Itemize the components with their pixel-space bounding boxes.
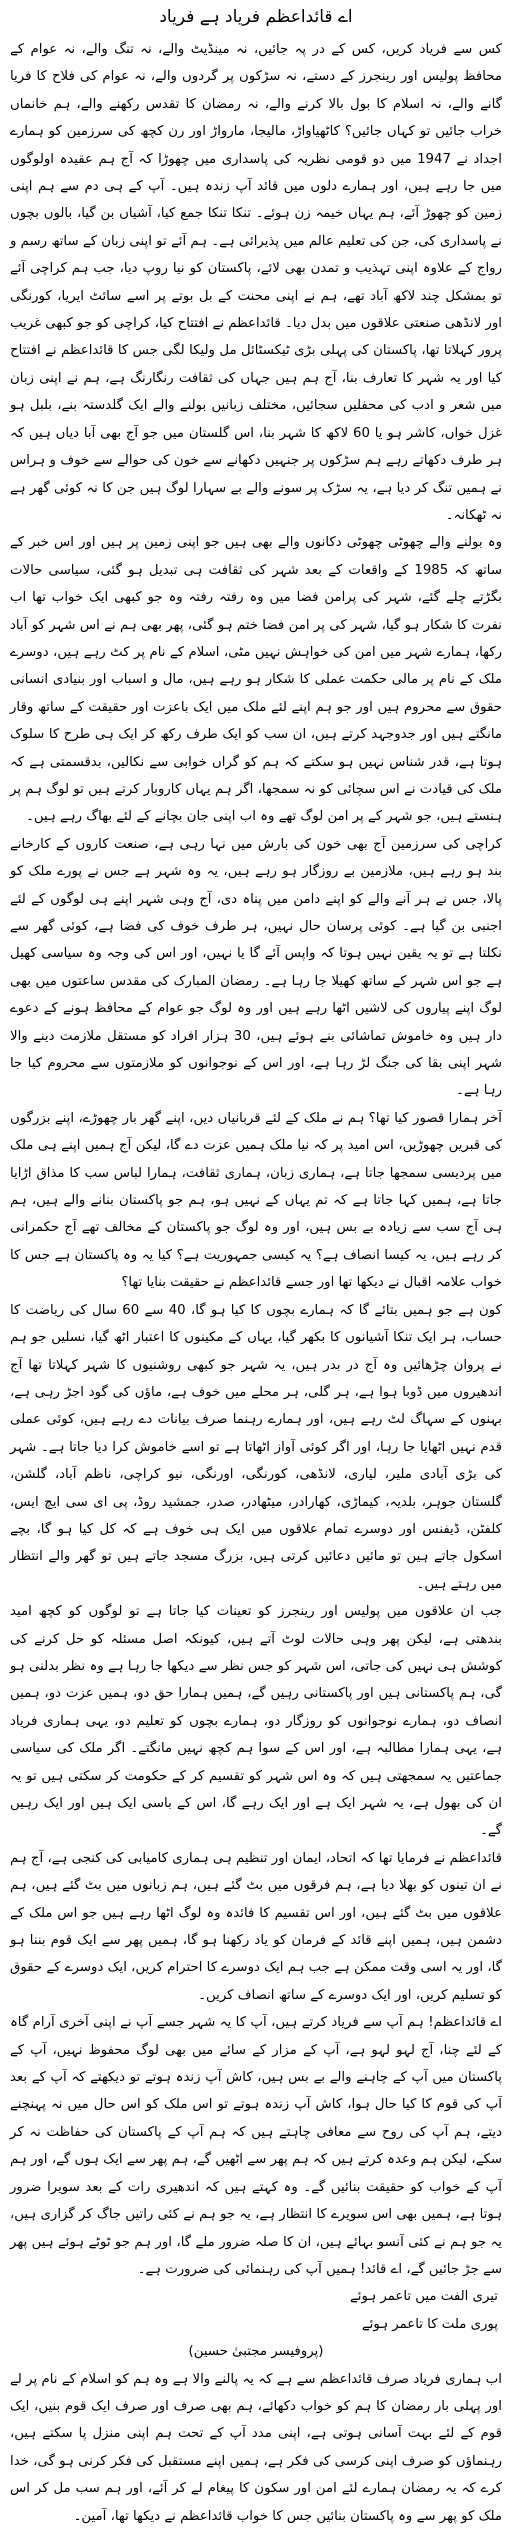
article-paragraph-6: جب ان علاقوں میں پولیس اور رینجرز کو تعینات کیا جاتا ہے تو لوگوں کو کچھ امید بندھتی ہے، لیکن پھر وہی حالات لوٹ آتے ہیں، کیونکہ اصل مسئلہ کو حل کرنے کی کوشش ہی نہیں کی جاتی، اس شہر کو جس نظر سے دیکھا جا رہا ہے وہ نظر بدلنی ہو گی، ہم پاکستانی ہیں اور پاکستانی رہیں گے، ہمیں ہمارا حق دو، ہمیں عزت دو، ہمیں انصاف دو، ہمارے نوجوانوں کو روزگار دو، ہمارے بچوں کو تعلیم دو، یہی ہماری فریاد ہے، یہی ہمارا مطالبہ ہے، اور اس کے سوا ہم کچھ نہیں مانگتے۔ اگر ملک کی سیاسی جماعتیں یہ سمجھتی ہیں کہ وہ اس شہر کو تقسیم کر کے حکومت کر سکتی ہیں تو یہ ان کی بھول ہے، یہ شہر ایک ہے اور ایک رہے گا، اس کے باسی ایک ہیں اور ایک رہیں گے۔ [10, 1604, 502, 1839]
article-paragraph-1: کس سے فریاد کریں، کس کے در پہ جائیں، نہ مینڈیٹ والے، نہ تنگ والے، نہ عوام کے محافظ پولیس اور رینجرز کے دستے، نہ سڑکوں پر گردوں والے، نہ عوام کی فلاح کا فریا گانے والے، نہ اسلام کا بول بالا کرنے والے، نہ رمضان کا تقدس رکھنے والے، ہم خانماں خراب جائیں تو کہاں جائیں؟ کاٹھیاواڑ، مالیجا، مارواڑ اور رن کچھ کی سرزمین کو ہمارے اجداد نے 1947 میں دو قومی نظریہ کی پاسداری میں چھوڑا کہ آج ہم عقیدہ اولوگوں میں جا رہے ہیں، اور ہمارے دلوں میں قائد آپ زندہ ہیں۔ آپ کے ہی دم سے ہم اپنی زمین کو چھوڑ آئے، ہم یہاں خیمہ زن ہوئے۔ تنکا تنکا جمع کیا، آشیاں بن گیا، بالوں بچوں نے پاسداری کی، جن کی تعلیم عالم میں پذیرائی ہے۔ ہم آئے تو اپنی زبان کے ساتھ رسم و رواج کے علاوہ اپنی تہذیب و تمدن بھی لائے، پاکستان کو نیا روپ دیا، جب ہم کراچی آئے تو بمشکل چند لاکھ آباد تھے، ہم نے اپنی محنت کے بل بوتے پر اسے سائٹ ایریا، کورنگی اور لانڈھی صنعتی علاقوں میں بدل دیا۔ قائداعظم نے افتتاح کیا، کراچی کو جو کبھی غریب پرور کہلاتا تھا، پاکستان کی پہلی بڑی ٹیکسٹائل مل ولیکا لگی جس کا قائداعظم نے افتتاح کیا اور یہ شہر کا تعارف بنا، آج ہم ہیں جہاں کی ثقافت رنگارنگ ہے، ہم نے اپنی زبان میں شعر و ادب کی محفلیں سجائیں، مختلف زبانیں بولنے والے ایک گلدستہ بنے، بلبل ہو غزل خواں، کاشر ہو یا 60 لاکھ کا شہر بنا، اس گلستان میں جو آج بھی آبا دیاں ہیں کہ ہر طرف دکھاتے رہے ہم سڑکوں پر جنہیں دکھانے سے خون کی حوالے سے خوف و ہراس نے ہمیں تنگ کر دیا ہے، یہ سڑک پر سونے والے بے سہارا لوگ ہیں جن کا نہ کوئی گھر ہے نہ ٹھکانہ۔ [10, 42, 502, 523]
article-paragraph-4: آخر ہمارا قصور کیا تھا؟ ہم نے ملک کے لئے قربانیاں دیں، اپنے گھر بار چھوڑے، اپنے بزرگوں کی قبریں چھوڑیں، اس امید پر کہ نیا ملک ہمیں عزت دے گا، لیکن آج ہمیں اپنے ہی ملک میں پردیسی سمجھا جاتا ہے، ہماری زبان، ہماری ثقافت، ہمارا لباس سب کا مذاق اڑایا جاتا ہے، ہمیں کہا جاتا ہے کہ تم یہاں کے نہیں ہو، ہم جو پاکستان بنانے والے ہیں، ہم ہی آج سب سے زیادہ بے بس ہیں، اور وہ لوگ جو پاکستان کے مخالف تھے آج حکمرانی کر رہے ہیں، یہ کیسا انصاف ہے؟ یہ کیسی جمہوریت ہے؟ کیا یہ وہ پاکستان ہے جس کا خواب علامہ اقبال نے دیکھا تھا اور جسے قائداعظم نے حقیقت بنایا تھا؟ [10, 1110, 502, 1291]
article-paragraph-2: وہ بولنے والے چھوٹی چھوٹی دکانوں والے بھی ہیں جو اپنی زمین پر ہیں اور اس خبر کے ساتھ کہ 1985 کے واقعات کے بعد شہر کی ثقافت ہی تبدیل ہو گئی، سیاسی حالات بگڑتے چلے گئے، شہر کی پرامن فضا میں وہ رفتہ رفتہ وہ جو کبھی ایک خواب تھا اب نفرت کا شکار ہو گیا، شہر کی پر امن فضا ختم ہو گئی، پھر بھی ہم نے اس شہر کو آباد رکھا، ہمارے شہر میں امن کی خواہش نہیں مٹی، اسلام کے نام پر کٹ رہے ہیں، دوسرے ملک کے نام پر مالی حکمت عملی کا شکار ہو رہے ہیں، مال و اسباب اور بنیادی انسانی حقوق سے محروم ہیں اور جو ہم اپنے لئے ملک میں ایک باعزت اور حقیقت کے ساتھ وقار مانگتے ہیں اور جدوجہد کرتے ہیں، ان سب کو ایک طرف رکھ کر ایک ہی طرح کا سلوک ہوتا ہے، قدر شناس نہیں ہو سکتے کہ ہم کو گراں خوابی سے نکالیں، بدقسمتی ہے کہ ملک کی قیادت نے اس سچائی کو نہ سمجھا، اگر ہم یہاں کاروبار کرتے ہیں تو لوگ ہم پر ہنستے ہیں، جو شہر کے پر امن لوگ تھے وہ اب اپنی جان بچانے کے لئے بھاگ رہے ہیں۔ [10, 535, 502, 825]
verse-line-1: تیری الفت میں تاعمر ہوئے [349, 2289, 498, 2305]
article-paragraph-3: کراچی کی سرزمین آج بھی خون کی بارش میں نہا رہی ہے، صنعت کاروں کے کارخانے بند ہو رہے ہیں، ملازمین بے روزگار ہو رہے ہیں، یہ وہ شہر ہے جس نے پورے ملک کو پالا، جس نے ہر آنے والے کو اپنے دامن میں پناہ دی، آج وہی شہر اپنے ہی لوگوں کے لئے اجنبی بن گیا ہے۔ کوئی پرسان حال نہیں، ہر طرف خوف کی فضا ہے، کوئی گھر سے نکلتا ہے تو یہ یقین نہیں ہوتا کہ واپس آئے گا یا نہیں، اور اس کی وجہ وہ سیاسی کھیل ہے جو اس شہر کے ساتھ کھیلا جا رہا ہے۔ رمضان المبارک کی مقدس ساعتوں میں بھی لوگ اپنے پیاروں کی لاشیں اٹھا رہے ہیں اور وہ لوگ جو عوام کے محافظ ہونے کے دعوے دار ہیں وہ خاموش تماشائی بنے ہوئے ہیں، 30 ہزار افراد کو مستقل ملازمت دینے والا شہر اپنی بقا کی جنگ لڑ رہا ہے، اور اس کے نوجوانوں کو ملازمتوں سے محروم کیا جا رہا ہے۔ [10, 836, 503, 1099]
author-credit: (پروفیسر مجتبیٰ حسین) [188, 2344, 324, 2360]
article-paragraph-8: اے قائداعظم! ہم آپ سے فریاد کرتے ہیں، آپ کا یہ شہر جسے آپ نے اپنی آخری آرام گاہ کے لئے چنا، آج لہو لہو ہے، آپ کے مزار کے سائے میں بھی لوگ محفوظ نہیں، آپ کے پاکستان میں آپ کے چاہنے والے بے بس ہیں، کاش آپ زندہ ہوتے تو دیکھتے کہ آپ کے بعد آپ کی قوم کا کیا حال ہوا، کاش آپ زندہ ہوتے تو اس ملک کو اس حال میں نہ پہنچنے دیتے، ہم آپ کی روح سے معافی چاہتے ہیں کہ ہم آپ کے پاکستان کی حفاظت نہ کر سکے، لیکن ہم وعدہ کرتے ہیں کہ ہم پھر سے اٹھیں گے، ہم پھر سے ایک ہوں گے، اور ہم آپ کے خواب کو حقیقت بنائیں گے۔ وہ کہتے ہیں کہ اندھیری رات کے بعد سویرا ضرور ہوتا ہے، ہمیں بھی اس سویرے کا انتظار ہے، یہ جو ہم نے کئی راتیں جاگ کر گزاری ہیں، یہ جو ہم نے کئی آنسو بہائے ہیں، ان کا صلہ ضرور ملے گا، اور ہم جو ٹوٹے ہوئے ہیں پھر سے جڑ جائیں گے، اے قائد! ہمیں آپ کی رہنمائی کی ضرورت ہے۔ [10, 2015, 502, 2277]
article-paragraph-7: قائداعظم نے فرمایا تھا کہ اتحاد، ایمان اور تنظیم ہی ہماری کامیابی کی کنجی ہے، آج ہم نے ان تینوں کو بھلا دیا ہے، ہم فرقوں میں بٹ گئے ہیں، ہم زبانوں میں بٹ گئے ہیں، ہم علاقوں میں بٹ گئے ہیں، اور اس تقسیم کا فائدہ وہ لوگ اٹھا رہے ہیں جو اس ملک کے دشمن ہیں، ہمیں اپنے قائد کے فرمان کو یاد رکھنا ہو گا، ہمیں پھر سے ایک قوم بننا ہو گا، اور یہ اسی وقت ممکن ہے جب ہم ایک دوسرے کا احترام کریں، ایک دوسرے کے حقوق کو تسلیم کریں، اور ایک دوسرے کے ساتھ انصاف کریں۔ [10, 1850, 502, 2003]
closing-paragraph: اب ہماری فریاد صرف قائداعظم سے ہے کہ یہ پالنے والا ہے وہ ہم کو اسلام کے نام پر لے اور پہلی بار رمضان کا ہم کو خواب دکھائے، ہم بھی صرف اور صرف ایک قوم بنیں، ایک قوم کے لئے بہت آسانی ہوتی ہے، اپنی مدد آپ کے تحت ہم اپنی منزل پا سکتے ہیں، رہنماؤں کو صرف اپنی کرسی کی فکر ہے، ہمیں اپنے مستقبل کی فکر کرنی ہو گی، خدا کرے کہ یہ رمضان ہمارے لئے امن اور سکون کا پیغام لے کر آئے، اور ہم سب مل کر اس ملک کو پھر سے وہ پاکستان بنائیں جس کا خواب قائداعظم نے دیکھا تھا، آمین۔ [10, 2371, 502, 2524]
article-paragraph-5: کون ہے جو ہمیں بتائے گا کہ ہمارے بچوں کا کیا ہو گا، 40 سے 60 سال کی ریاضت کا حساب، ہر ایک تنکا آشیانوں کا بکھر گیا، یہاں کے مکینوں کا اعتبار اٹھ گیا، نسلیں جو ہم نے پروان چڑھائیں وہ آج در بدر ہیں، یہ شہر جو کبھی روشنیوں کا شہر کہلاتا تھا آج اندھیروں میں ڈوبا ہوا ہے، ہر گلی، ہر محلے میں خوف ہے، ماؤں کی گود اجڑ رہی ہے، بہنوں کے سہاگ لٹ رہے ہیں، اور ہمارے رہنما صرف بیانات دے رہے ہیں، کوئی عملی قدم نہیں اٹھایا جا رہا، اور اگر کوئی آواز اٹھاتا ہے تو اسے خاموش کرا دیا جاتا ہے۔ شہر کی بڑی آبادی ملیر، لیاری، لانڈھی، کورنگی، اورنگی، نیو کراچی، ناظم آباد، گلشن، گلستان جوہر، بلدیہ، کیماڑی، کھارادر، میٹھادر، صدر، جمشید روڈ، پی ای سی ایچ ایس، کلفٹن، ڈیفنس اور دوسرے تمام علاقوں میں ایک ہی خوف ہے کہ کل کیا ہو گا، بچے اسکول جاتے ہیں تو مائیں دعائیں کرتی ہیں، بزرگ مسجد جاتے ہیں تو گھر والے انتظار میں رہتے ہیں۔ [10, 1302, 503, 1592]
verse-line-2: پوری ملت کا تاعمر ہوئے [361, 2316, 498, 2332]
article-title: اے قائداعظم فریاد ہے فریاد [159, 7, 353, 27]
